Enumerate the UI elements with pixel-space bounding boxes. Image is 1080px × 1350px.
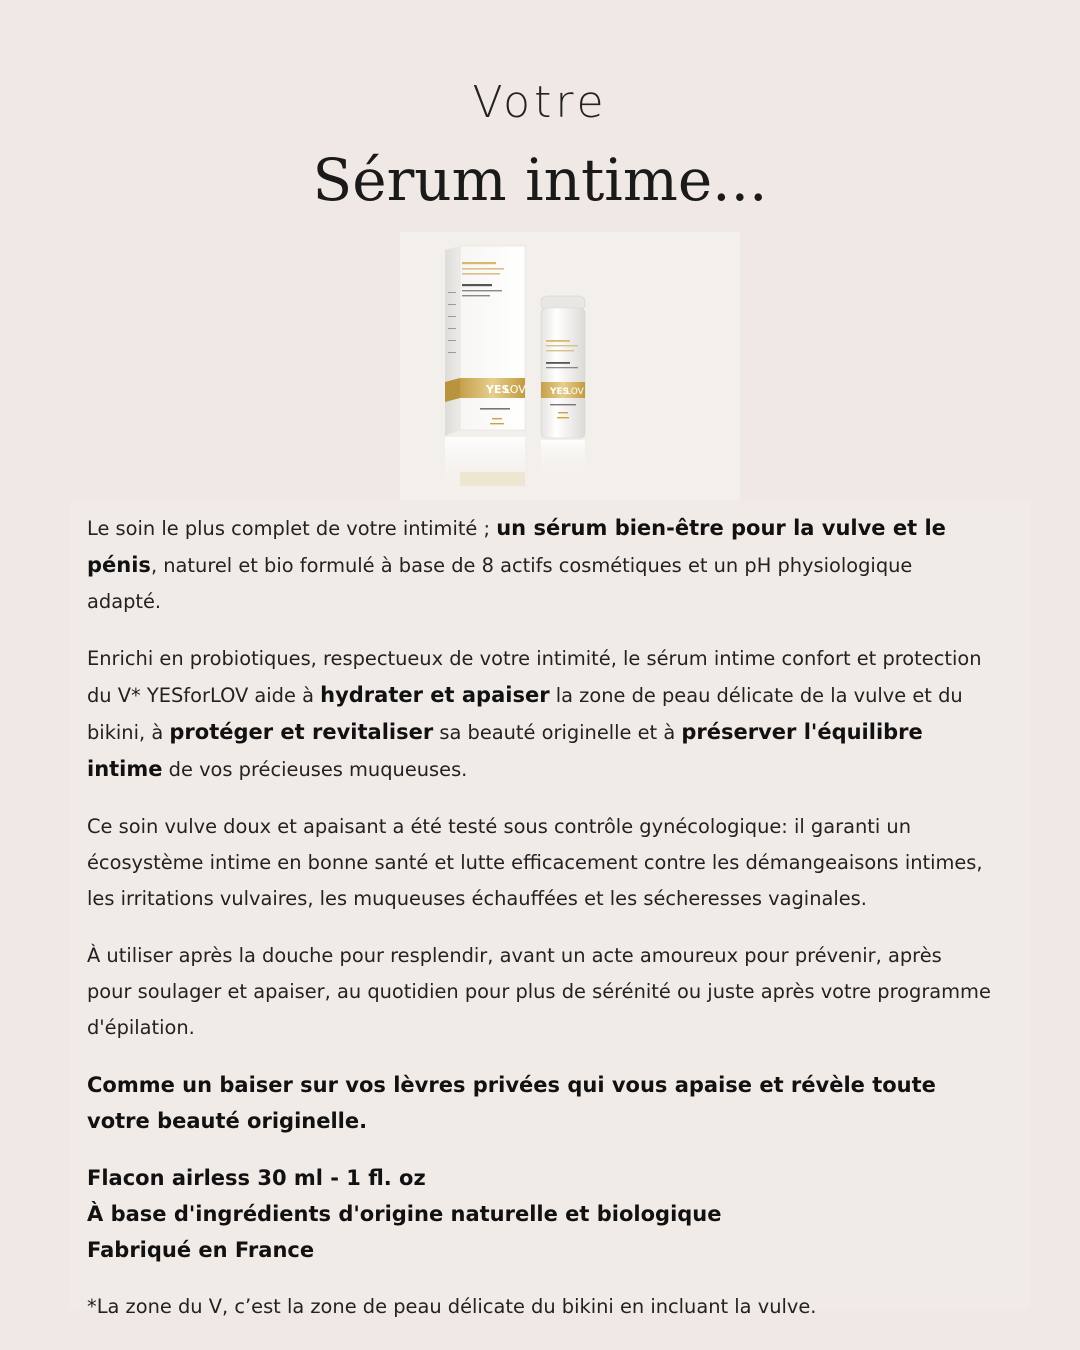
- spec-origin: Fabriqué en France: [87, 1238, 315, 1262]
- paragraph-tested: Ce soin vulve doux et apaisant a été testé sous contrôle gynécologique: il garanti un écosystème intime en bonne santé et lutte efficacement contre les démangeaisons intimes, les irritations vulvaires, les muqueuses échauffées et les sécheresses vaginales.: [87, 815, 983, 910]
- paragraph-usage: À utiliser après la douche pour resplendir, avant un acte amoureux pour prévenir, après pour soulager et apaiser, au quotidien pour plus de sérénité ou juste après votre programme d'épilation.: [87, 944, 991, 1039]
- paragraph-tagline: Comme un baiser sur vos lèvres privées qui vous apaise et révèle toute votre beauté originelle.: [87, 1073, 936, 1133]
- bottle-brand-logo: YES: [550, 387, 570, 397]
- footnote: *La zone du V, c’est la zone de peau délicate du bikini en incluant la vulve.: [87, 1295, 817, 1318]
- benefits-highlight-balance: préserver l'équilibre intime: [87, 720, 923, 781]
- benefits-text-3: sa beauté originelle et à: [433, 721, 682, 744]
- intro-text-end: , naturel et bio formulé à base de 8 actifs cosmétiques et un pH physiologique adapté.: [87, 554, 913, 613]
- paragraph-benefits: [87, 641, 992, 788]
- page-title: Sérum intime...: [312, 146, 768, 214]
- box-brand-logo-lov: LOV: [504, 383, 526, 396]
- page-header: [0, 72, 1080, 220]
- intro-highlight: un sérum bien-être pour la vulve et le pénis: [87, 516, 946, 577]
- benefits-text-2: la zone de peau délicate de la vulve et du bikini, à: [87, 684, 963, 744]
- product-illustration: [400, 232, 740, 500]
- product-bottle: [541, 296, 585, 480]
- title-line-votre: Votre: [472, 77, 608, 128]
- product-specs: [87, 1160, 992, 1268]
- product-description: [87, 510, 992, 1346]
- benefits-highlight-hydrate: hydrater et apaiser: [320, 683, 550, 707]
- spec-bottle: Flacon airless 30 ml - 1 fl. oz: [87, 1166, 426, 1190]
- benefits-highlight-protect: protéger et revitaliser: [169, 720, 434, 744]
- product-box: [445, 246, 526, 497]
- spec-ingredients: À base d'ingrédients d'origine naturelle et biologique: [87, 1202, 722, 1226]
- paragraph-intro: [87, 510, 992, 620]
- box-brand-logo: YES: [486, 383, 510, 396]
- benefits-text-4: de vos précieuses muqueuses.: [162, 758, 468, 781]
- intro-text: Le soin le plus complet de votre intimité ;: [87, 517, 497, 540]
- bottle-brand-logo-lov: LOV: [566, 387, 584, 397]
- product-image: [400, 232, 740, 500]
- benefits-text: Enrichi en probiotiques, respectueux de votre intimité, le sérum intime confort et protection du V* YESforLOV aide à: [87, 647, 982, 707]
